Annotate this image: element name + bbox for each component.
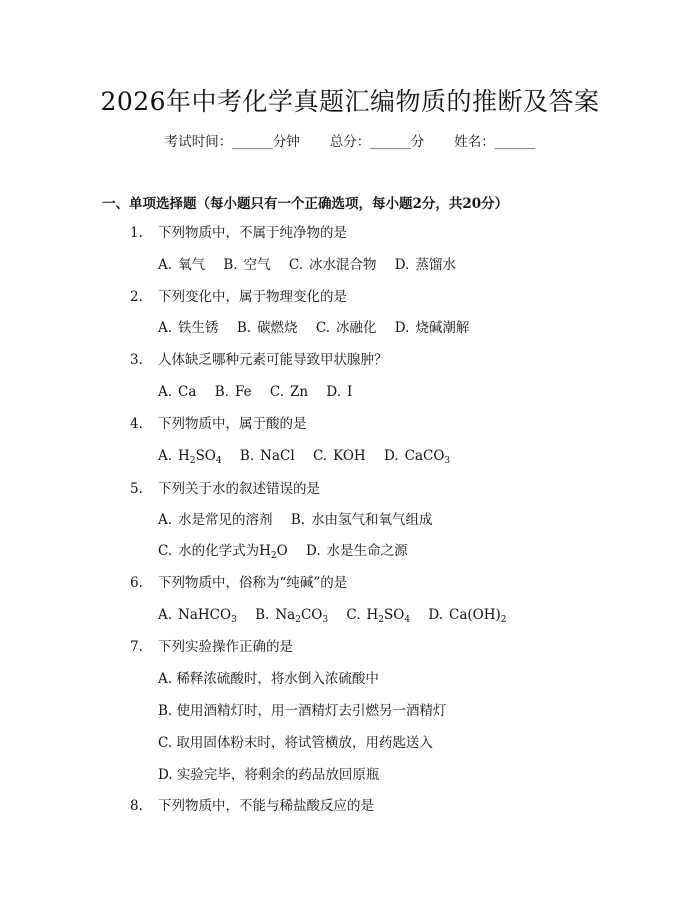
question-number: 5. [130,481,143,497]
option-d[interactable]: D. 蒸馏水 [394,257,456,273]
question-text: 人体缺乏哪种元素可能导致甲状腺肿？ [158,352,388,368]
option-c[interactable]: C. KOH [312,448,366,464]
question-number: 8. [130,798,143,814]
question-number: 6. [130,575,143,591]
option-a[interactable]: A. 氧气 [158,257,206,273]
question-number: 4. [130,416,143,432]
page-title: 2026年中考化学真题汇编物质的推断及答案 [100,87,600,116]
exam-time: 考试时间：______分钟 [164,134,300,150]
question-text: 下列关于水的叙述错误的是 [158,481,320,497]
option-c[interactable]: C. $H_2SO_4$ [346,607,411,625]
exam-score: 总分：______分 [329,134,425,150]
option-a[interactable]: A. 铁生锈 [158,320,219,336]
exam-meta [0,130,700,150]
option-b[interactable]: B. 水由氢气和氧气组成 [290,512,433,528]
option-b[interactable]: B. 空气 [223,257,271,273]
option-d[interactable]: D. I [326,384,353,400]
exam-page: 2026年中考化学真题汇编物质的推断及答案 考试时间：______分钟 总分：______分 姓名：______ 一、单项选择题（每小题只有一个正确选项，每小题2分，共20分） 1. 下列物质中，不属于纯净物的是 A. 氧气 B. 空气 C. 冰水混合物 D. 蒸馏水 2. 下列变化中，属于物理变化的是 A. 铁生锈 B. 碳燃烧 C. 冰融化 D. 烧碱潮解 3. 人体缺乏哪种元素可能导致甲状腺肿？ A. Ca B. Fe C. Zn D. I 4. 下列物质中，属于酸的是 A. $H_2SO_4$ B. NaCl C. KOH D. CaCO$_3$ 5. 下列关于水的叙述错误的是 A. 水是常见的溶剂 B. 水由氢气和氧气组成 C. 水的化学式为$H_2O$ D. 水是生命之源 6. 下列物质中，俗称为“纯碱”的是 A. NaHCO$_3$ B. $Na_2CO_3$ C. $H_2SO_4$ D. $Ca(OH)_2$ 7. 下列实验操作正确的是 A. 稀释浓硫酸时，将水倒入浓硫酸中 B. 使用酒精灯时，用一酒精灯去引燃另一酒精灯 C. 取用固体粉末时，将试管横放，用药匙送入 D. 实验完毕，将剩余的药品放回原瓶 8. 下列物质中，不能与稀盐酸反应的是 [0,0,700,905]
option-d[interactable]: D. 水是生命之源 [306,543,408,559]
option-d[interactable]: D. 烧碱潮解 [394,320,470,336]
question-number: 2. [130,289,143,305]
option-a[interactable]: A. $H_2SO_4$ [158,448,222,466]
question-text: 下列变化中，属于物理变化的是 [158,289,347,305]
question-number: 1. [130,225,143,241]
option-d[interactable]: D. $Ca(OH)_2$ [428,607,507,625]
question-text: 下列物质中，不能与稀盐酸反应的是 [158,798,374,814]
student-name: 姓名：______ [454,134,536,150]
section-heading: 一、单项选择题（每小题只有一个正确选项，每小题2分，共20分） [102,196,509,212]
question-text: 下列实验操作正确的是 [158,639,293,655]
option-a[interactable]: A. NaHCO$_3$ [158,607,237,625]
question-number: 7. [130,639,143,655]
question-text: 下列物质中，俗称为“纯碱”的是 [158,575,348,591]
option-b[interactable]: B. 碳燃烧 [236,320,298,336]
question-number: 3. [130,352,143,368]
question-text: 下列物质中，属于酸的是 [158,416,307,432]
question-text: 下列物质中，不属于纯净物的是 [158,225,347,241]
option-c[interactable]: C. 水的化学式为$H_2O$ [158,543,288,561]
option-c[interactable]: C. Zn [269,384,309,400]
option-d[interactable]: D. CaCO$_3$ [383,448,451,466]
option-a[interactable]: A. 水是常见的溶剂 [158,512,273,528]
option-a[interactable]: A. Ca [158,384,197,400]
option-b[interactable]: B. NaCl [239,448,295,464]
option-b[interactable]: B. $Na_2CO_3$ [255,607,329,625]
option-c[interactable]: C. 冰融化 [315,320,377,336]
option-b[interactable]: B. Fe [214,384,252,400]
option-c[interactable]: C. 冰水混合物 [288,257,377,273]
